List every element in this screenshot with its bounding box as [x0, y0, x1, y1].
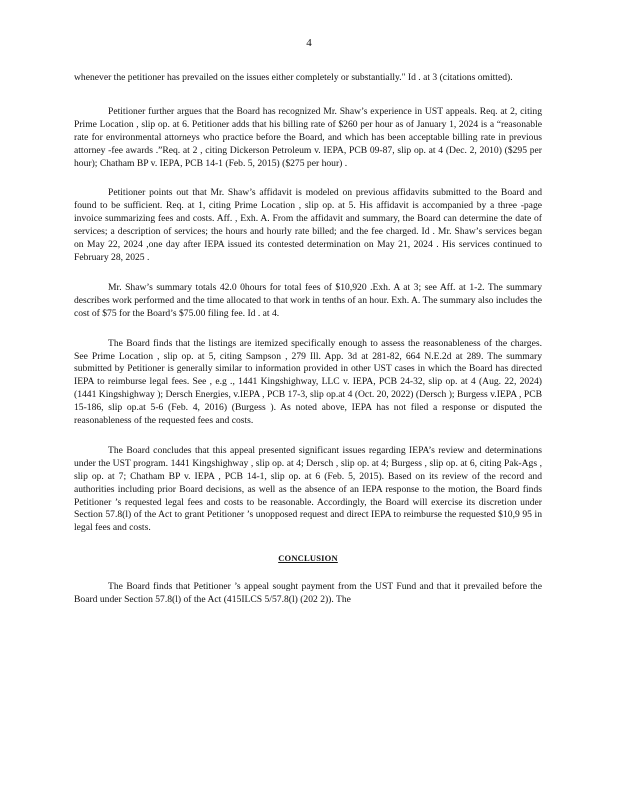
paragraph-6: The Board concludes that this appeal presented significant issues regarding IEPA’s review and determinations under the UST program. 1441 Kingshighway , slip op. at 4; Dersch , slip op. at 4; Burgess , slip op. at 6, citing Pak-Ags , slip op. at 7; Chatham BP v. IEPA , PCB 14-1, slip op. at 6 (Feb. 5, 2015). Based on its review of the record and authorities including prior Board decisions, as well as the absence of an IEPA response to the motion, the Board finds Petitioner ’s requested legal fees and costs to be reasonable. Accordingly, the Board will exercise its discretion under Section 57.8(l) of the Act to grant Petitioner ’s unopposed request and direct IEPA to reimburse the requested $10,9 95 in legal fees and costs. [74, 444, 542, 534]
conclusion-heading: CONCLUSION [278, 553, 338, 564]
paragraph-3: Petitioner points out that Mr. Shaw’s affidavit is modeled on previous affidavits submitted to the Board and found to be sufficient. Req. at 1, citing Prime Location , slip op. at 5. His affidavit is accompanied by a three -page invoice summarizing fees and costs. Aff. , Exh. A. From the affidavit and summary, the Board can determine the date of services; a description of services; the hours and hourly rate billed; and the fee charged. Id . Mr. Shaw’s services began on May 22, 2024 ,one day after IEPA issued its contested determination on May 21, 2024 . His services continued to February 28, 2025 . [74, 187, 542, 263]
paragraph-7: The Board finds that Petitioner ’s appeal sought payment from the UST Fund and that it prevailed before the Board under Section 57.8(l) of the Act (415ILCS 5/57.8(l) (202 2)). The [74, 581, 542, 606]
page-number: 4 [306, 37, 312, 49]
paragraph-1: whenever the petitioner has prevailed on the issues either completely or substantially." Id . at 3 (citations omitted). [74, 72, 513, 83]
paragraph-4: Mr. Shaw’s summary totals 42.0 0hours for total fees of $10,920 .Exh. A at 3; see Aff. at 1-2. The summary describes work performed and the time allocated to that work in tenths of an hour. Exh. A. The summary also includes the cost of $75 for the Board’s $75.00 filing fee. Id . at 4. [74, 281, 542, 319]
document-body [74, 72, 542, 624]
paragraph-2: Petitioner further argues that the Board has recognized Mr. Shaw’s experience in UST appeals. Req. at 2, citing Prime Location , slip op. at 6. Petitioner adds that his billing rate of $260 per hour as of January 1, 2024 is a “reasonable rate for environmental attorneys who practice before the Board, and which has been acceptable billing rate in previous attorney -fee awards .”Req. at 2 , citing Dickerson Petroleum v. IEPA, PCB 09-87, slip op. at 4 (Dec. 2, 2010) ($295 per hour); Chatham BP v. IEPA, PCB 14-1 (Feb. 5, 2015) ($275 per hour) . [74, 105, 542, 169]
paragraph-5: The Board finds that the listings are itemized specifically enough to assess the reasonableness of the charges. See Prime Location , slip op. at 5, citing Sampson , 279 Ill. App. 3d at 281-82, 664 N.E.2d at 289. The summary submitted by Petitioner is generally similar to information provided in other UST cases in which the Board has directed IEPA to reimburse legal fees. See , e.g ., 1441 Kingshighway, LLC v. IEPA, PCB 24-32, slip op. at 4 (Aug. 22, 2024) (1441 Kingshighway ); Dersch Energies, v.IEPA , PCB 17-3, slip op.at 4 (Oct. 20, 2022) (Dersch ); Burgess v.IEPA , PCB 15-186, slip op.at 5-6 (Feb. 4, 2016) (Burgess ). As noted above, IEPA has not filed a response or disputed the reasonableness of the requested fees and costs. [74, 337, 542, 427]
